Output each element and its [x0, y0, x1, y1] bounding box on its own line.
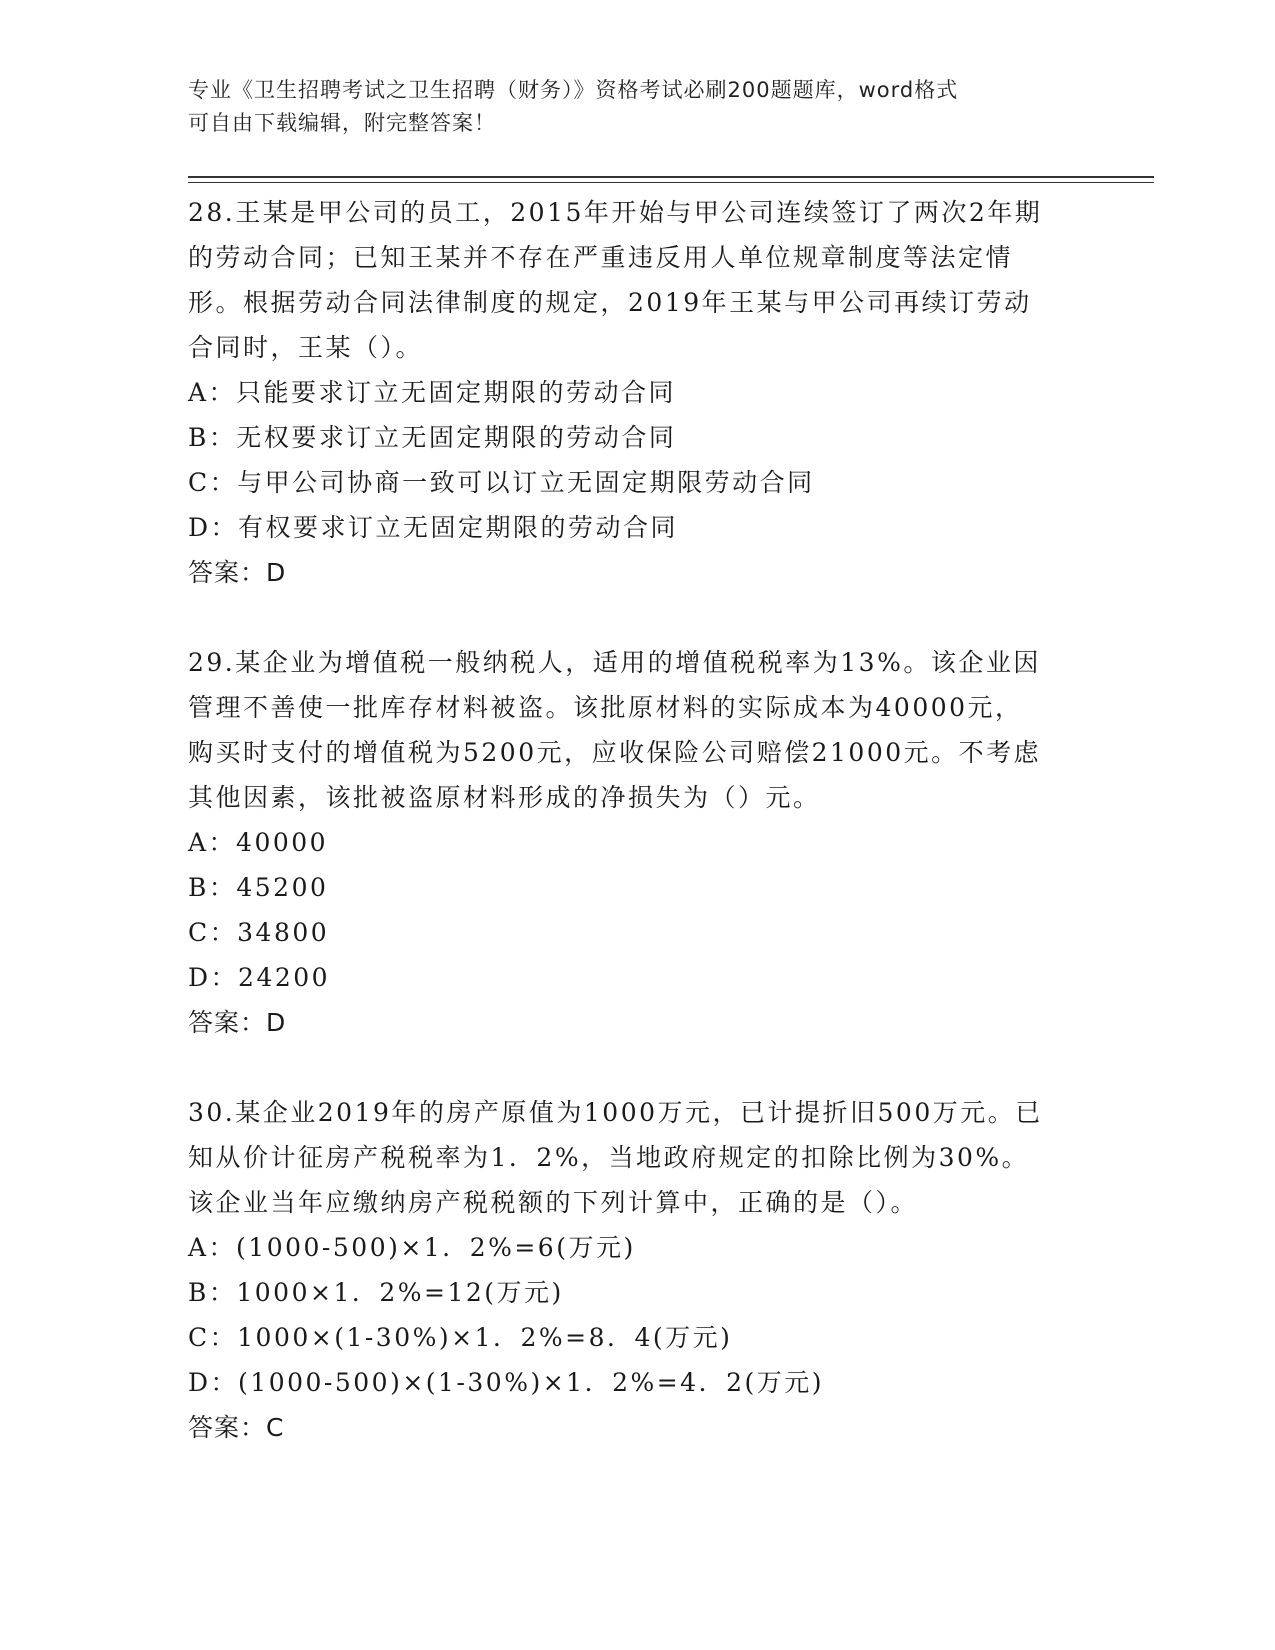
- question-text-line: 购买时支付的增值税为5200元，应收保险公司赔偿21000元。不考虑: [188, 738, 1042, 767]
- header-rule-thin: [188, 182, 1154, 183]
- option-b: B：1000×1．2%=12(万元): [188, 1278, 564, 1307]
- question-text-line: 该企业当年应缴纳房产税税额的下列计算中，正确的是（）。: [188, 1188, 919, 1217]
- option-a: A：40000: [188, 828, 329, 857]
- question-text-line: 形。根据劳动合同法律制度的规定，2019年王某与甲公司再续订劳动: [188, 288, 1032, 317]
- header-rule-thick: [188, 176, 1154, 178]
- question-text-line: 28.王某是甲公司的员工，2015年开始与甲公司连续签订了两次2年期: [188, 198, 1043, 227]
- question-text-line: 知从价计征房产税税率为1．2%，当地政府规定的扣除比例为30%。: [188, 1143, 1030, 1172]
- question-spacer: [188, 1045, 1088, 1090]
- question-spacer: [188, 595, 1088, 640]
- question-29: [188, 640, 1088, 1045]
- question-list: [188, 190, 1088, 1450]
- question-text-line: 其他因素，该批被盗原材料形成的净损失为（）元。: [188, 783, 821, 812]
- answer: 答案：D: [188, 1008, 287, 1037]
- option-a: A：只能要求订立无固定期限的劳动合同: [188, 378, 677, 407]
- answer: 答案：D: [188, 558, 287, 587]
- question-text-line: 合同时，王某（）。: [188, 333, 424, 362]
- option-d: D：有权要求订立无固定期限的劳动合同: [188, 513, 679, 542]
- option-d: D：24200: [188, 963, 331, 992]
- option-b: B：无权要求订立无固定期限的劳动合同: [188, 423, 677, 452]
- question-text-line: 的劳动合同；已知王某并不存在严重违反用人单位规章制度等法定情: [188, 243, 1014, 272]
- option-c: C：1000×(1-30%)×1．2%=8．4(万元): [188, 1323, 733, 1352]
- question-28: [188, 190, 1088, 595]
- question-text-line: 管理不善使一批库存材料被盗。该批原材料的实际成本为40000元，: [188, 693, 1023, 722]
- answer: 答案：C: [188, 1413, 285, 1442]
- header-line-2: 可自由下载编辑，附完整答案！: [188, 111, 496, 135]
- option-c: C：与甲公司协商一致可以订立无固定期限劳动合同: [188, 468, 815, 497]
- option-d: D：(1000-500)×(1-30%)×1．2%=4．2(万元): [188, 1368, 824, 1397]
- option-c: C：34800: [188, 918, 330, 947]
- question-30: [188, 1090, 1088, 1450]
- question-text-line: 29.某企业为增值税一般纳税人，适用的增值税税率为13%。该企业因: [188, 648, 1041, 677]
- option-b: B：45200: [188, 873, 329, 902]
- option-a: A：(1000-500)×1．2%=6(万元): [188, 1233, 636, 1262]
- header-line-1: 专业《卫生招聘考试之卫生招聘（财务）》资格考试必刷200题题库，word格式: [188, 78, 959, 102]
- page-header: [188, 74, 1088, 140]
- question-text-line: 30.某企业2019年的房产原值为1000万元，已计提折旧500万元。已: [188, 1098, 1043, 1127]
